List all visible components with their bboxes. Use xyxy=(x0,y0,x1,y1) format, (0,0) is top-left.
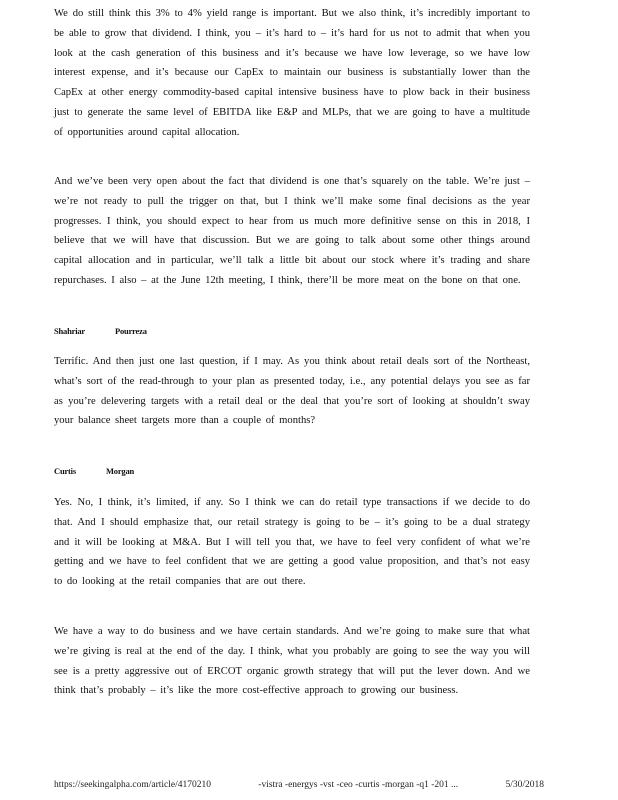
footer-url[interactable]: https://seekingalpha.com/article/4170210 xyxy=(54,780,211,790)
speaker-label-pourreza xyxy=(54,326,147,336)
footer-date: 5/30/2018 xyxy=(505,780,544,790)
speaker-label-morgan xyxy=(54,466,134,476)
page-footer xyxy=(54,780,544,790)
paragraph-dividend-yield: We do still think this 3% to 4% yield range is important. But we also think, it’s incredibly important to be able to grow that dividend. I think, you – it’s hard to – it’s hard for us not to admit that when you look at the cash generation of this business and it’s because we have low leverage, so we have low interest expense, and it’s because our CapEx to maintain our business is substantially lower than the CapEx at other energy commodity-based capital intensive business have to plow back in their business just to generate the same level of EBITDA like E&P and MLPs, that we are going to have a multitude of opportunities around capital allocation. xyxy=(54,8,530,138)
paragraph-retail-answer: Yes. No, I think, it’s limited, if any. So I think we can do retail type transactions if we decide to do that. And I should emphasize that, our retail strategy is going to be – it’s going to be a dual strategy and it will be looking at M&A. But I will tell you that, we have to feel very confident of what we’re getting and we have to feel confident that we are getting a good value proposition, and that’s not easy to do looking at the retail companies that are out there. xyxy=(54,497,530,588)
speaker-last-name: Pourreza xyxy=(115,326,147,336)
speaker-first-name: Curtis xyxy=(54,466,76,476)
speaker-last-name: Morgan xyxy=(105,466,135,476)
speaker-first-name: Shahriar xyxy=(54,326,85,336)
paragraph-growth-strategy: We have a way to do business and we have certain standards. And we’re going to make sure that what we’re giving is real at the end of the day. I think, what you probably are going to see the way you will see is a pretty aggressive out of ERCOT organic growth strategy that will put the lever down. And we think that’s probably – it’s like the more cost-effective approach to growing our business. xyxy=(54,626,530,697)
paragraph-retail-question: Terrific. And then just one last question, if I may. As you think about retail deals sort of the Northeast, what’s sort of the read-through to your plan as presented today, i.e., any potential delays you see as far as you’re delevering targets with a retail deal or the deal that you’re sort of looking at shouldn’t sway your balance sheet targets more than a couple of months? xyxy=(54,356,530,427)
footer-slug: -vistra -energys -vst -ceo -curtis -morgan -q1 -201 ... xyxy=(258,780,459,790)
paragraph-capital-allocation: And we’ve been very open about the fact that dividend is one that’s squarely on the table. We’re just – we’re not ready to pull the trigger on that, but I think we’ll make some final decisions as the year progresses. I think, you should expect to hear from us much more definitive sense on this in 2018, I believe that we will have that discussion. But we are going to talk about some other things around capital allocation and in particular, we’ll talk a little bit about our stock where it’s trading and share repurchases. I also – at the June 12th meeting, I think, there’ll be more meat on the bone on that one. xyxy=(54,176,530,286)
